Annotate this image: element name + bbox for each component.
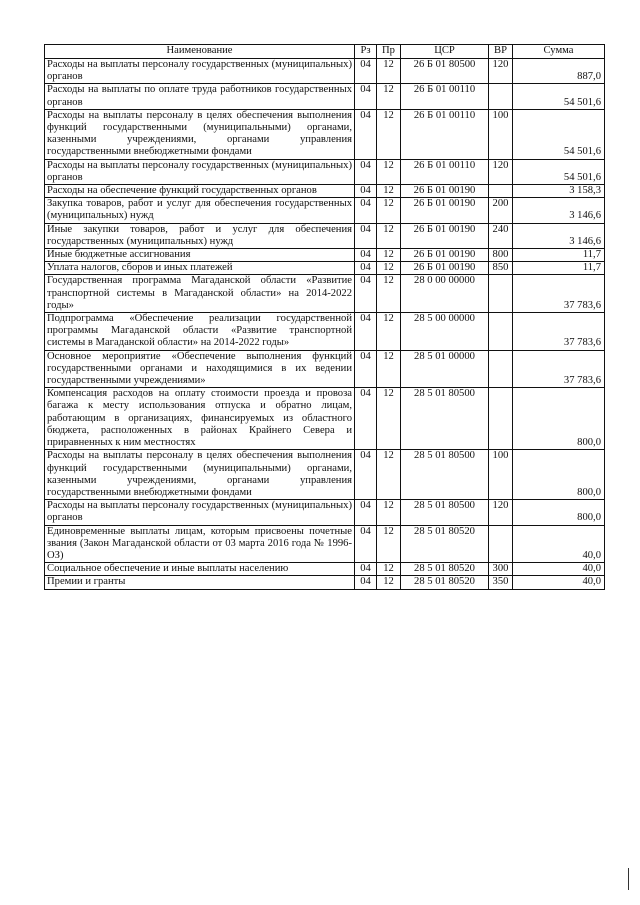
table-row	[45, 275, 605, 313]
cell-sum: 3 146,6	[513, 198, 605, 223]
cell-sum: 3 146,6	[513, 223, 605, 248]
column-header-vr: ВР	[489, 45, 513, 59]
cell-name: Подпрограмма «Обеспечение реализации государственной программы Магаданской области «Развитие транспортной системы в Магаданской области» на 2014-2022 годы»	[45, 313, 355, 351]
cell-name: Расходы на выплаты персоналу государственных (муниципальных) органов	[45, 500, 355, 525]
cell-name: Премии и гранты	[45, 576, 355, 589]
table-row	[45, 450, 605, 500]
cell-vr: 850	[489, 262, 513, 275]
cell-rz: 04	[355, 388, 377, 450]
cell-vr	[489, 388, 513, 450]
column-header-pr: Пр	[377, 45, 401, 59]
cell-pr: 12	[377, 198, 401, 223]
cell-sum: 40,0	[513, 525, 605, 563]
cell-rz: 04	[355, 249, 377, 262]
column-header-name: Наименование	[45, 45, 355, 59]
cell-csr: 28 5 01 80520	[401, 563, 489, 576]
cell-pr: 12	[377, 388, 401, 450]
cell-name: Расходы на выплаты персоналу государственных (муниципальных) органов	[45, 159, 355, 184]
cell-vr: 350	[489, 576, 513, 589]
cell-csr: 28 5 00 00000	[401, 313, 489, 351]
cell-vr: 100	[489, 109, 513, 159]
cell-name: Расходы на выплаты персоналу в целях обеспечения выполнения функций государственными (муниципальными) органами, казенными учреждениями, органами управления государственными внебюджетными фондами	[45, 450, 355, 500]
cell-csr: 26 Б 01 00190	[401, 249, 489, 262]
cell-sum: 37 783,6	[513, 313, 605, 351]
cell-csr: 26 Б 01 00190	[401, 198, 489, 223]
cell-csr: 26 Б 01 00110	[401, 109, 489, 159]
cell-csr: 26 Б 01 00190	[401, 185, 489, 198]
cell-name: Расходы на выплаты персоналу государственных (муниципальных) органов	[45, 59, 355, 84]
cell-pr: 12	[377, 262, 401, 275]
cell-name: Государственная программа Магаданской области «Развитие транспортной системы в Магаданской области» на 2014-2022 годы»	[45, 275, 355, 313]
table-row	[45, 59, 605, 84]
budget-table	[44, 44, 605, 590]
cell-vr: 240	[489, 223, 513, 248]
cell-rz: 04	[355, 450, 377, 500]
cell-pr: 12	[377, 450, 401, 500]
column-header-sum: Сумма	[513, 45, 605, 59]
cell-vr: 800	[489, 249, 513, 262]
cell-vr	[489, 313, 513, 351]
cell-sum: 37 783,6	[513, 350, 605, 388]
cell-rz: 04	[355, 563, 377, 576]
cell-rz: 04	[355, 185, 377, 198]
cell-sum: 3 158,3	[513, 185, 605, 198]
cell-name: Социальное обеспечение и иные выплаты населению	[45, 563, 355, 576]
cell-rz: 04	[355, 576, 377, 589]
cell-pr: 12	[377, 576, 401, 589]
cell-name: Компенсация расходов на оплату стоимости проезда и провоза багажа к месту использования отпуска и обратно лицам, работающим в организациях, финансируемых из областного бюджета, расположенных в районах Крайнего Севера и приравненных к ним местностях	[45, 388, 355, 450]
cell-csr: 28 5 01 80520	[401, 576, 489, 589]
cell-sum: 800,0	[513, 388, 605, 450]
cell-vr	[489, 185, 513, 198]
table-header-row	[45, 45, 605, 59]
cell-vr: 120	[489, 159, 513, 184]
scan-edge-mark	[628, 868, 629, 890]
cell-csr: 28 5 01 80520	[401, 525, 489, 563]
cell-sum: 40,0	[513, 576, 605, 589]
cell-csr: 28 5 01 80500	[401, 500, 489, 525]
table-row	[45, 563, 605, 576]
cell-rz: 04	[355, 313, 377, 351]
cell-vr	[489, 84, 513, 109]
cell-csr: 28 5 01 00000	[401, 350, 489, 388]
cell-pr: 12	[377, 313, 401, 351]
table-row	[45, 388, 605, 450]
cell-rz: 04	[355, 275, 377, 313]
cell-csr: 26 Б 01 00110	[401, 159, 489, 184]
table-row	[45, 84, 605, 109]
column-header-rz: Рз	[355, 45, 377, 59]
table-row	[45, 525, 605, 563]
cell-pr: 12	[377, 109, 401, 159]
cell-pr: 12	[377, 84, 401, 109]
cell-vr: 300	[489, 563, 513, 576]
cell-pr: 12	[377, 350, 401, 388]
cell-vr	[489, 275, 513, 313]
cell-sum: 54 501,6	[513, 159, 605, 184]
cell-rz: 04	[355, 84, 377, 109]
cell-pr: 12	[377, 563, 401, 576]
cell-sum: 54 501,6	[513, 109, 605, 159]
cell-vr: 120	[489, 500, 513, 525]
cell-name: Иные закупки товаров, работ и услуг для обеспечения государственных (муниципальных) нужд	[45, 223, 355, 248]
cell-rz: 04	[355, 525, 377, 563]
cell-sum: 54 501,6	[513, 84, 605, 109]
cell-sum: 800,0	[513, 500, 605, 525]
cell-name: Основное мероприятие «Обеспечение выполнения функций государственными органами и находящимися в их ведении государственными учреждениями»	[45, 350, 355, 388]
cell-sum: 11,7	[513, 249, 605, 262]
cell-pr: 12	[377, 525, 401, 563]
cell-csr: 26 Б 01 00110	[401, 84, 489, 109]
cell-name: Расходы на выплаты по оплате труда работников государственных органов	[45, 84, 355, 109]
table-row	[45, 262, 605, 275]
column-header-csr: ЦСР	[401, 45, 489, 59]
table-row	[45, 249, 605, 262]
cell-pr: 12	[377, 159, 401, 184]
cell-pr: 12	[377, 185, 401, 198]
table-row	[45, 500, 605, 525]
cell-rz: 04	[355, 198, 377, 223]
cell-sum: 800,0	[513, 450, 605, 500]
cell-pr: 12	[377, 275, 401, 313]
cell-vr: 100	[489, 450, 513, 500]
cell-rz: 04	[355, 109, 377, 159]
cell-csr: 26 Б 01 00190	[401, 262, 489, 275]
cell-name: Расходы на обеспечение функций государственных органов	[45, 185, 355, 198]
cell-sum: 40,0	[513, 563, 605, 576]
table-row	[45, 223, 605, 248]
table-row	[45, 198, 605, 223]
cell-rz: 04	[355, 262, 377, 275]
cell-rz: 04	[355, 159, 377, 184]
cell-rz: 04	[355, 223, 377, 248]
cell-rz: 04	[355, 59, 377, 84]
cell-name: Уплата налогов, сборов и иных платежей	[45, 262, 355, 275]
table-row	[45, 350, 605, 388]
cell-pr: 12	[377, 223, 401, 248]
cell-pr: 12	[377, 249, 401, 262]
cell-vr: 200	[489, 198, 513, 223]
cell-rz: 04	[355, 350, 377, 388]
cell-name: Единовременные выплаты лицам, которым присвоены почетные звания (Закон Магаданской области от 03 марта 2016 года № 1996-ОЗ)	[45, 525, 355, 563]
cell-vr	[489, 525, 513, 563]
cell-csr: 28 5 01 80500	[401, 388, 489, 450]
cell-csr: 26 Б 01 80500	[401, 59, 489, 84]
table-row	[45, 109, 605, 159]
cell-sum: 37 783,6	[513, 275, 605, 313]
cell-vr: 120	[489, 59, 513, 84]
cell-pr: 12	[377, 59, 401, 84]
table-row	[45, 576, 605, 589]
cell-name: Иные бюджетные ассигнования	[45, 249, 355, 262]
cell-csr: 28 0 00 00000	[401, 275, 489, 313]
cell-csr: 26 Б 01 00190	[401, 223, 489, 248]
table-row	[45, 313, 605, 351]
cell-csr: 28 5 01 80500	[401, 450, 489, 500]
table-row	[45, 159, 605, 184]
cell-pr: 12	[377, 500, 401, 525]
table-row	[45, 185, 605, 198]
cell-sum: 11,7	[513, 262, 605, 275]
cell-rz: 04	[355, 500, 377, 525]
cell-sum: 887,0	[513, 59, 605, 84]
cell-name: Расходы на выплаты персоналу в целях обеспечения выполнения функций государственными (муниципальными) органами, казенными учреждениями, органами управления государственными внебюджетными фондами	[45, 109, 355, 159]
cell-vr	[489, 350, 513, 388]
cell-name: Закупка товаров, работ и услуг для обеспечения государственных (муниципальных) нужд	[45, 198, 355, 223]
